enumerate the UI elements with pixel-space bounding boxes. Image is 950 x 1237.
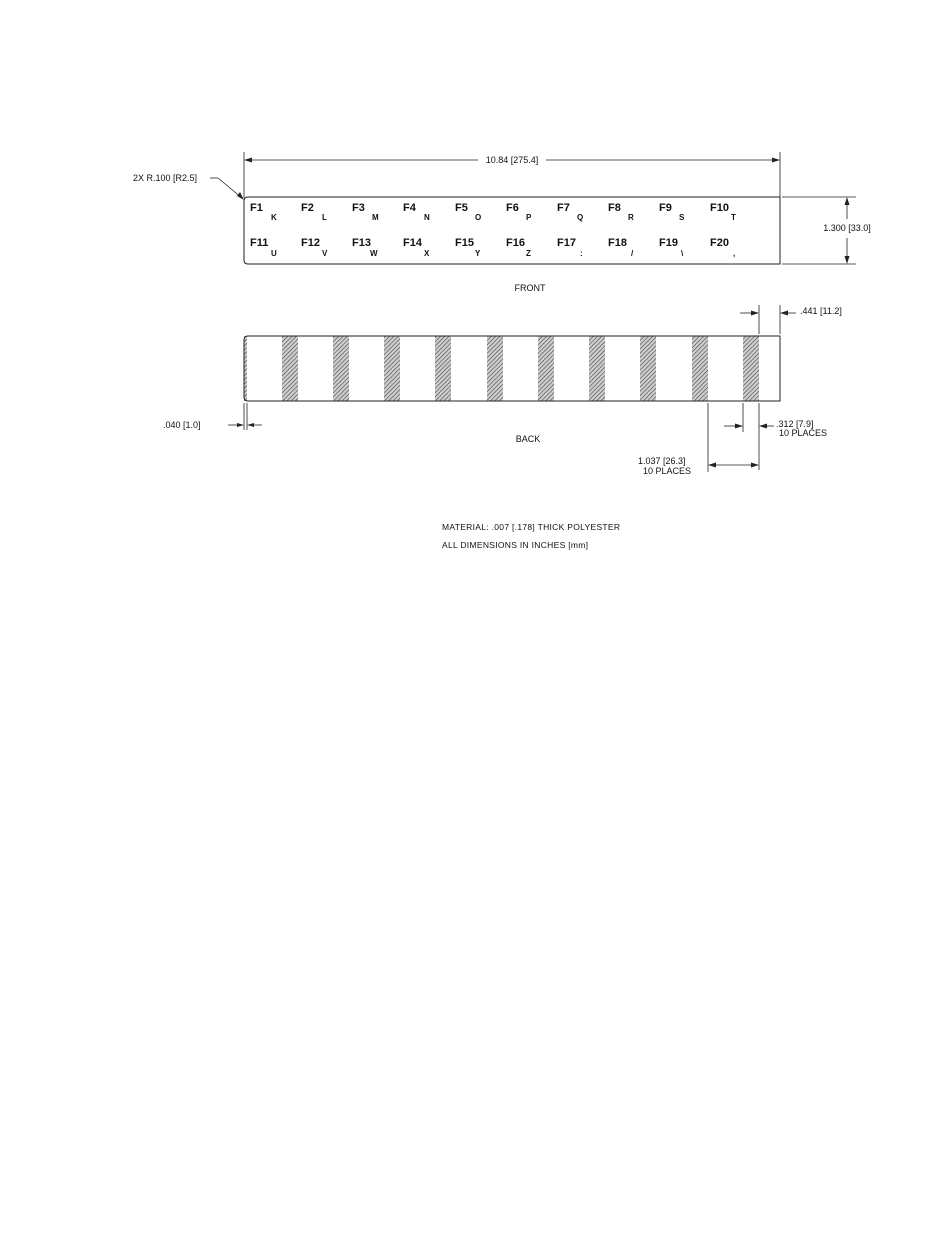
key-f16-sub: Z	[526, 249, 531, 258]
key-f2-label: F2	[301, 202, 314, 214]
key-f13-sub: W	[370, 249, 378, 258]
key-f4-sub: N	[424, 213, 430, 222]
key-f8-label: F8	[608, 202, 621, 214]
key-f5-sub: O	[475, 213, 482, 222]
units-note: ALL DIMENSIONS IN INCHES [mm]	[442, 540, 589, 550]
edge-margin-label: .040 [1.0]	[163, 420, 201, 430]
key-f7-sub: Q	[577, 213, 584, 222]
pitch-label: 1.037 [26.3]	[638, 456, 686, 466]
key-f12-label: F12	[301, 237, 320, 249]
back-stripe-7	[589, 336, 605, 401]
corner-radius-label: 2X R.100 [R2.5]	[133, 173, 198, 183]
tab-width-dimension	[740, 305, 842, 334]
key-f14-sub: X	[424, 249, 430, 258]
keys-row-1	[250, 202, 736, 222]
key-f13-label: F13	[352, 237, 371, 249]
back-stripe-6	[538, 336, 554, 401]
front-view-label: FRONT	[514, 283, 546, 293]
back-stripe-4	[435, 336, 451, 401]
key-f1-label: F1	[250, 202, 263, 214]
stripe-width-label: .312 [7.9]	[776, 419, 814, 429]
key-f9-sub: S	[679, 213, 685, 222]
key-f17-label: F17	[557, 237, 576, 249]
back-stripe-10	[743, 336, 759, 401]
drawing-notes	[442, 522, 620, 550]
key-f19-label: F19	[659, 237, 678, 249]
back-stripe-9	[692, 336, 708, 401]
key-f11-label: F11	[250, 237, 269, 249]
edge-margin-dimension	[163, 403, 262, 430]
back-stripe-2	[333, 336, 349, 401]
pitch-places: 10 PLACES	[643, 466, 692, 476]
corner-radius-callout	[133, 173, 244, 200]
key-f7-label: F7	[557, 202, 570, 214]
key-f9-label: F9	[659, 202, 672, 214]
key-f20-label: F20	[710, 237, 729, 249]
back-view-label: BACK	[515, 434, 541, 444]
back-stripe-5	[487, 336, 503, 401]
key-f12-sub: V	[322, 249, 328, 258]
key-f14-label: F14	[403, 237, 422, 249]
back-stripe-1	[282, 336, 298, 401]
keys-row-2	[250, 237, 735, 258]
key-f17-sub: :	[580, 249, 583, 258]
key-f1-sub: K	[271, 213, 277, 222]
pitch-dimension	[638, 403, 759, 476]
key-f20-sub: ,	[733, 249, 736, 258]
material-note: MATERIAL: .007 [.178] THICK POLYESTER	[442, 522, 621, 532]
key-f11-sub: U	[271, 249, 277, 258]
key-f3-sub: M	[372, 213, 379, 222]
key-f10-sub: T	[731, 213, 736, 222]
key-f8-sub: R	[628, 213, 634, 222]
key-f5-label: F5	[455, 202, 468, 214]
key-f19-sub: \	[681, 249, 684, 258]
back-stripe-8	[640, 336, 656, 401]
back-stripe-3	[384, 336, 400, 401]
height-label: 1.300 [33.0]	[823, 223, 871, 233]
tab-width-label: .441 [11.2]	[800, 306, 842, 316]
key-f16-label: F16	[506, 237, 525, 249]
back-view	[244, 336, 780, 401]
height-dimension	[782, 197, 871, 264]
overall-width-dimension	[244, 152, 780, 198]
overall-width-label: 10.84 [275.4]	[485, 155, 539, 165]
key-f4-label: F4	[403, 202, 416, 214]
key-f6-label: F6	[506, 202, 519, 214]
key-f10-label: F10	[710, 202, 729, 214]
key-f15-label: F15	[455, 237, 474, 249]
key-f6-sub: P	[526, 213, 532, 222]
stripe-width-places: 10 PLACES	[779, 428, 828, 438]
key-f18-sub: /	[631, 249, 634, 258]
key-f18-label: F18	[608, 237, 627, 249]
key-f15-sub: Y	[475, 249, 481, 258]
key-f3-label: F3	[352, 202, 365, 214]
stripe-width-dimension	[724, 403, 827, 470]
key-f2-sub: L	[322, 213, 327, 222]
